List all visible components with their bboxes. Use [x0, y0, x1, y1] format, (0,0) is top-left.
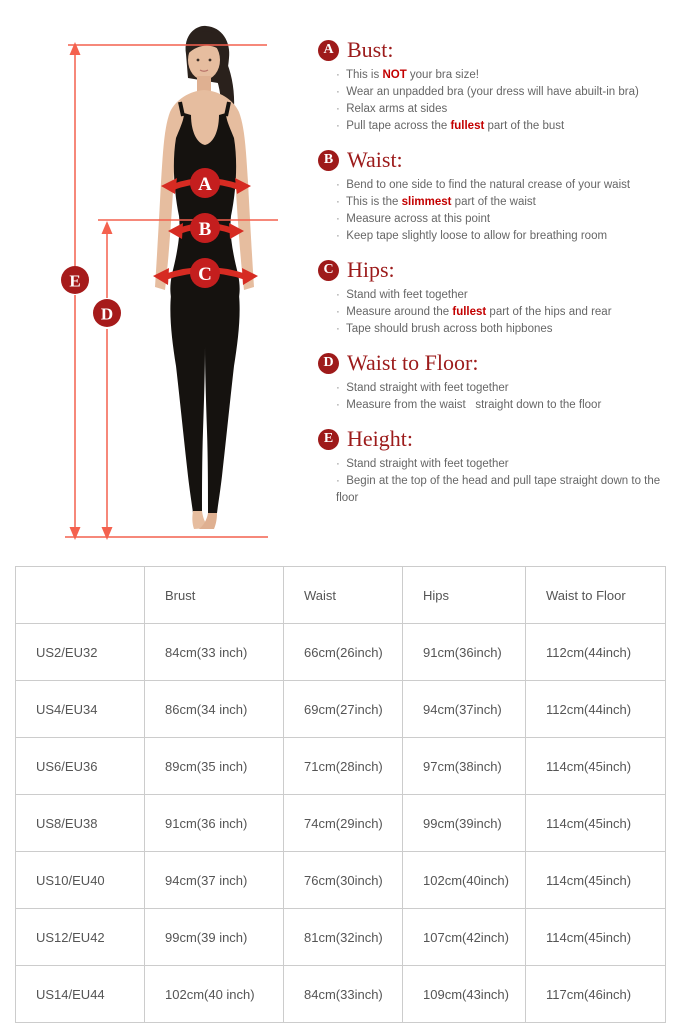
- size-table-row: [16, 738, 666, 795]
- instructions: [318, 38, 670, 520]
- measurement-cell: 84cm(33 inch): [145, 624, 284, 681]
- instruction-title: Hips:: [347, 257, 395, 282]
- measurement-cell: 97cm(38inch): [403, 738, 526, 795]
- bullet-text: Wear an unpadded bra (your dress will have abuilt-in bra): [346, 86, 639, 98]
- measurement-cell: 112cm(44inch): [526, 624, 666, 681]
- size-label-cell: US8/EU38: [16, 795, 145, 852]
- measurement-cell: 81cm(32inch): [284, 909, 403, 966]
- letter-badge: B: [318, 150, 339, 171]
- letter-badge: C: [318, 260, 339, 281]
- bullet-text: Relax arms at sides: [346, 103, 448, 115]
- bullet-text: This is the: [346, 196, 402, 208]
- instruction-heading: [318, 427, 670, 451]
- bullet-text: Keep tape slightly loose to allow for breathing room: [346, 230, 608, 242]
- emphasis-text: fullest: [450, 120, 485, 132]
- instruction-heading: [318, 351, 670, 375]
- instruction-bullets: [318, 456, 670, 507]
- measurement-cell: 102cm(40 inch): [145, 966, 284, 1023]
- size-table-header-cell: Waist to Floor: [526, 567, 666, 624]
- instruction-title: Waist:: [347, 147, 403, 172]
- instruction-bullet: [336, 304, 670, 321]
- measurement-cell: 74cm(29inch): [284, 795, 403, 852]
- measurement-cell: 71cm(28inch): [284, 738, 403, 795]
- instruction-section-height: [318, 427, 670, 507]
- bullet-text: This is: [346, 69, 383, 81]
- bullet-text: part of the waist: [451, 196, 536, 208]
- measurement-cell: 99cm(39inch): [403, 795, 526, 852]
- instruction-heading: [318, 148, 670, 172]
- size-label-cell: US6/EU36: [16, 738, 145, 795]
- measurement-cell: 91cm(36 inch): [145, 795, 284, 852]
- instruction-title: Bust:: [347, 37, 394, 62]
- instruction-bullet: [336, 473, 670, 507]
- measurement-cell: 66cm(26inch): [284, 624, 403, 681]
- size-table-row: [16, 852, 666, 909]
- instruction-bullets: [318, 177, 670, 245]
- bullet-text: Tape should brush across both hipbones: [346, 323, 553, 335]
- measurement-cell: 94cm(37inch): [403, 681, 526, 738]
- measurement-cell: 114cm(45inch): [526, 909, 666, 966]
- bullet-text: Measure around the: [346, 306, 453, 318]
- bullet-text: your bra size!: [406, 69, 479, 81]
- instruction-bullet: [336, 380, 670, 397]
- instruction-title: Height:: [347, 426, 413, 451]
- instruction-heading: [318, 38, 670, 62]
- size-table-header-cell: [16, 567, 145, 624]
- waist-floor-bottom-arrow: [102, 527, 113, 540]
- size-label-cell: US14/EU44: [16, 966, 145, 1023]
- measurement-cell: 114cm(45inch): [526, 852, 666, 909]
- size-label-cell: US12/EU42: [16, 909, 145, 966]
- instruction-bullet: [336, 456, 670, 473]
- measurement-cell: 84cm(33inch): [284, 966, 403, 1023]
- bullet-text: Stand straight with feet together: [346, 382, 509, 394]
- bullet-text: Pull tape across the: [346, 120, 451, 132]
- emphasis-text: NOT: [382, 69, 407, 81]
- instruction-bullet: [336, 101, 670, 118]
- marker-d-label: D: [100, 304, 114, 324]
- letter-badge: E: [318, 429, 339, 450]
- measurement-cell: 86cm(34 inch): [145, 681, 284, 738]
- size-table-row: [16, 624, 666, 681]
- instruction-bullet: [336, 67, 670, 84]
- measurement-cell: 114cm(45inch): [526, 738, 666, 795]
- size-table-row: [16, 966, 666, 1023]
- instruction-bullet: [336, 84, 670, 101]
- letter-badge: A: [318, 40, 339, 61]
- instruction-bullet: [336, 177, 670, 194]
- size-table-header-cell: Brust: [145, 567, 284, 624]
- bullet-text: Begin at the top of the head and pull tape straight down to the floor: [336, 475, 664, 504]
- measurement-cell: 91cm(36inch): [403, 624, 526, 681]
- instruction-bullet: [336, 321, 670, 338]
- size-label-cell: US4/EU34: [16, 681, 145, 738]
- marker-b-label: B: [198, 219, 212, 240]
- emphasis-text: fullest: [452, 306, 487, 318]
- measurement-cell: 76cm(30inch): [284, 852, 403, 909]
- size-table-header-cell: Waist: [284, 567, 403, 624]
- bullet-text: Measure across at this point: [346, 213, 491, 225]
- letter-badge: D: [318, 353, 339, 374]
- bullet-text: Bend to one side to find the natural crease of your waist: [346, 179, 631, 191]
- instruction-bullet: [336, 194, 670, 211]
- measurement-cell: 117cm(46inch): [526, 966, 666, 1023]
- measurement-cell: 114cm(45inch): [526, 795, 666, 852]
- size-table-row: [16, 909, 666, 966]
- measurement-cell: 69cm(27inch): [284, 681, 403, 738]
- bullet-text: Stand straight with feet together: [346, 458, 509, 470]
- instruction-section-bust: [318, 38, 670, 135]
- instruction-section-waist: [318, 148, 670, 245]
- bullet-text: part of the hips and rear: [486, 306, 612, 318]
- bullet-text: part of the bust: [484, 120, 565, 132]
- measurement-cell: 107cm(42inch): [403, 909, 526, 966]
- instruction-bullet: [336, 118, 670, 135]
- measurement-cell: 94cm(37 inch): [145, 852, 284, 909]
- waist-floor-top-arrow: [102, 221, 113, 234]
- measurement-figure: [0, 0, 320, 556]
- marker-c-label: C: [198, 264, 212, 285]
- size-table: [15, 566, 666, 1023]
- instruction-bullet: [336, 228, 670, 245]
- size-table-header-row: [16, 567, 666, 624]
- instruction-heading: [318, 258, 670, 282]
- size-table-header-cell: Hips: [403, 567, 526, 624]
- bullet-text: Stand with feet together: [346, 289, 468, 301]
- leggings: [170, 295, 239, 513]
- size-table-row: [16, 681, 666, 738]
- instruction-title: Waist to Floor:: [347, 350, 479, 375]
- marker-a-label: A: [198, 174, 212, 195]
- instruction-bullet: [336, 211, 670, 228]
- size-label-cell: US10/EU40: [16, 852, 145, 909]
- measurement-cell: 112cm(44inch): [526, 681, 666, 738]
- marker-e-label: E: [69, 271, 81, 291]
- measurement-cell: 109cm(43inch): [403, 966, 526, 1023]
- instruction-section-hips: [318, 258, 670, 338]
- instruction-bullets: [318, 287, 670, 338]
- measurement-cell: 89cm(35 inch): [145, 738, 284, 795]
- instruction-bullet: [336, 287, 670, 304]
- instruction-bullets: [318, 380, 670, 414]
- bullet-text: Measure from the waist straight down to the floor: [346, 399, 602, 411]
- size-label-cell: US2/EU32: [16, 624, 145, 681]
- measurement-cell: 102cm(40inch): [403, 852, 526, 909]
- height-line-top-arrow: [70, 42, 81, 55]
- instruction-bullets: [318, 67, 670, 135]
- instruction-bullet: [336, 397, 670, 414]
- size-table-row: [16, 795, 666, 852]
- measurement-cell: 99cm(39 inch): [145, 909, 284, 966]
- emphasis-text: slimmest: [401, 196, 452, 208]
- instruction-section-waisttofloor: [318, 351, 670, 414]
- height-line-bottom-arrow: [70, 527, 81, 540]
